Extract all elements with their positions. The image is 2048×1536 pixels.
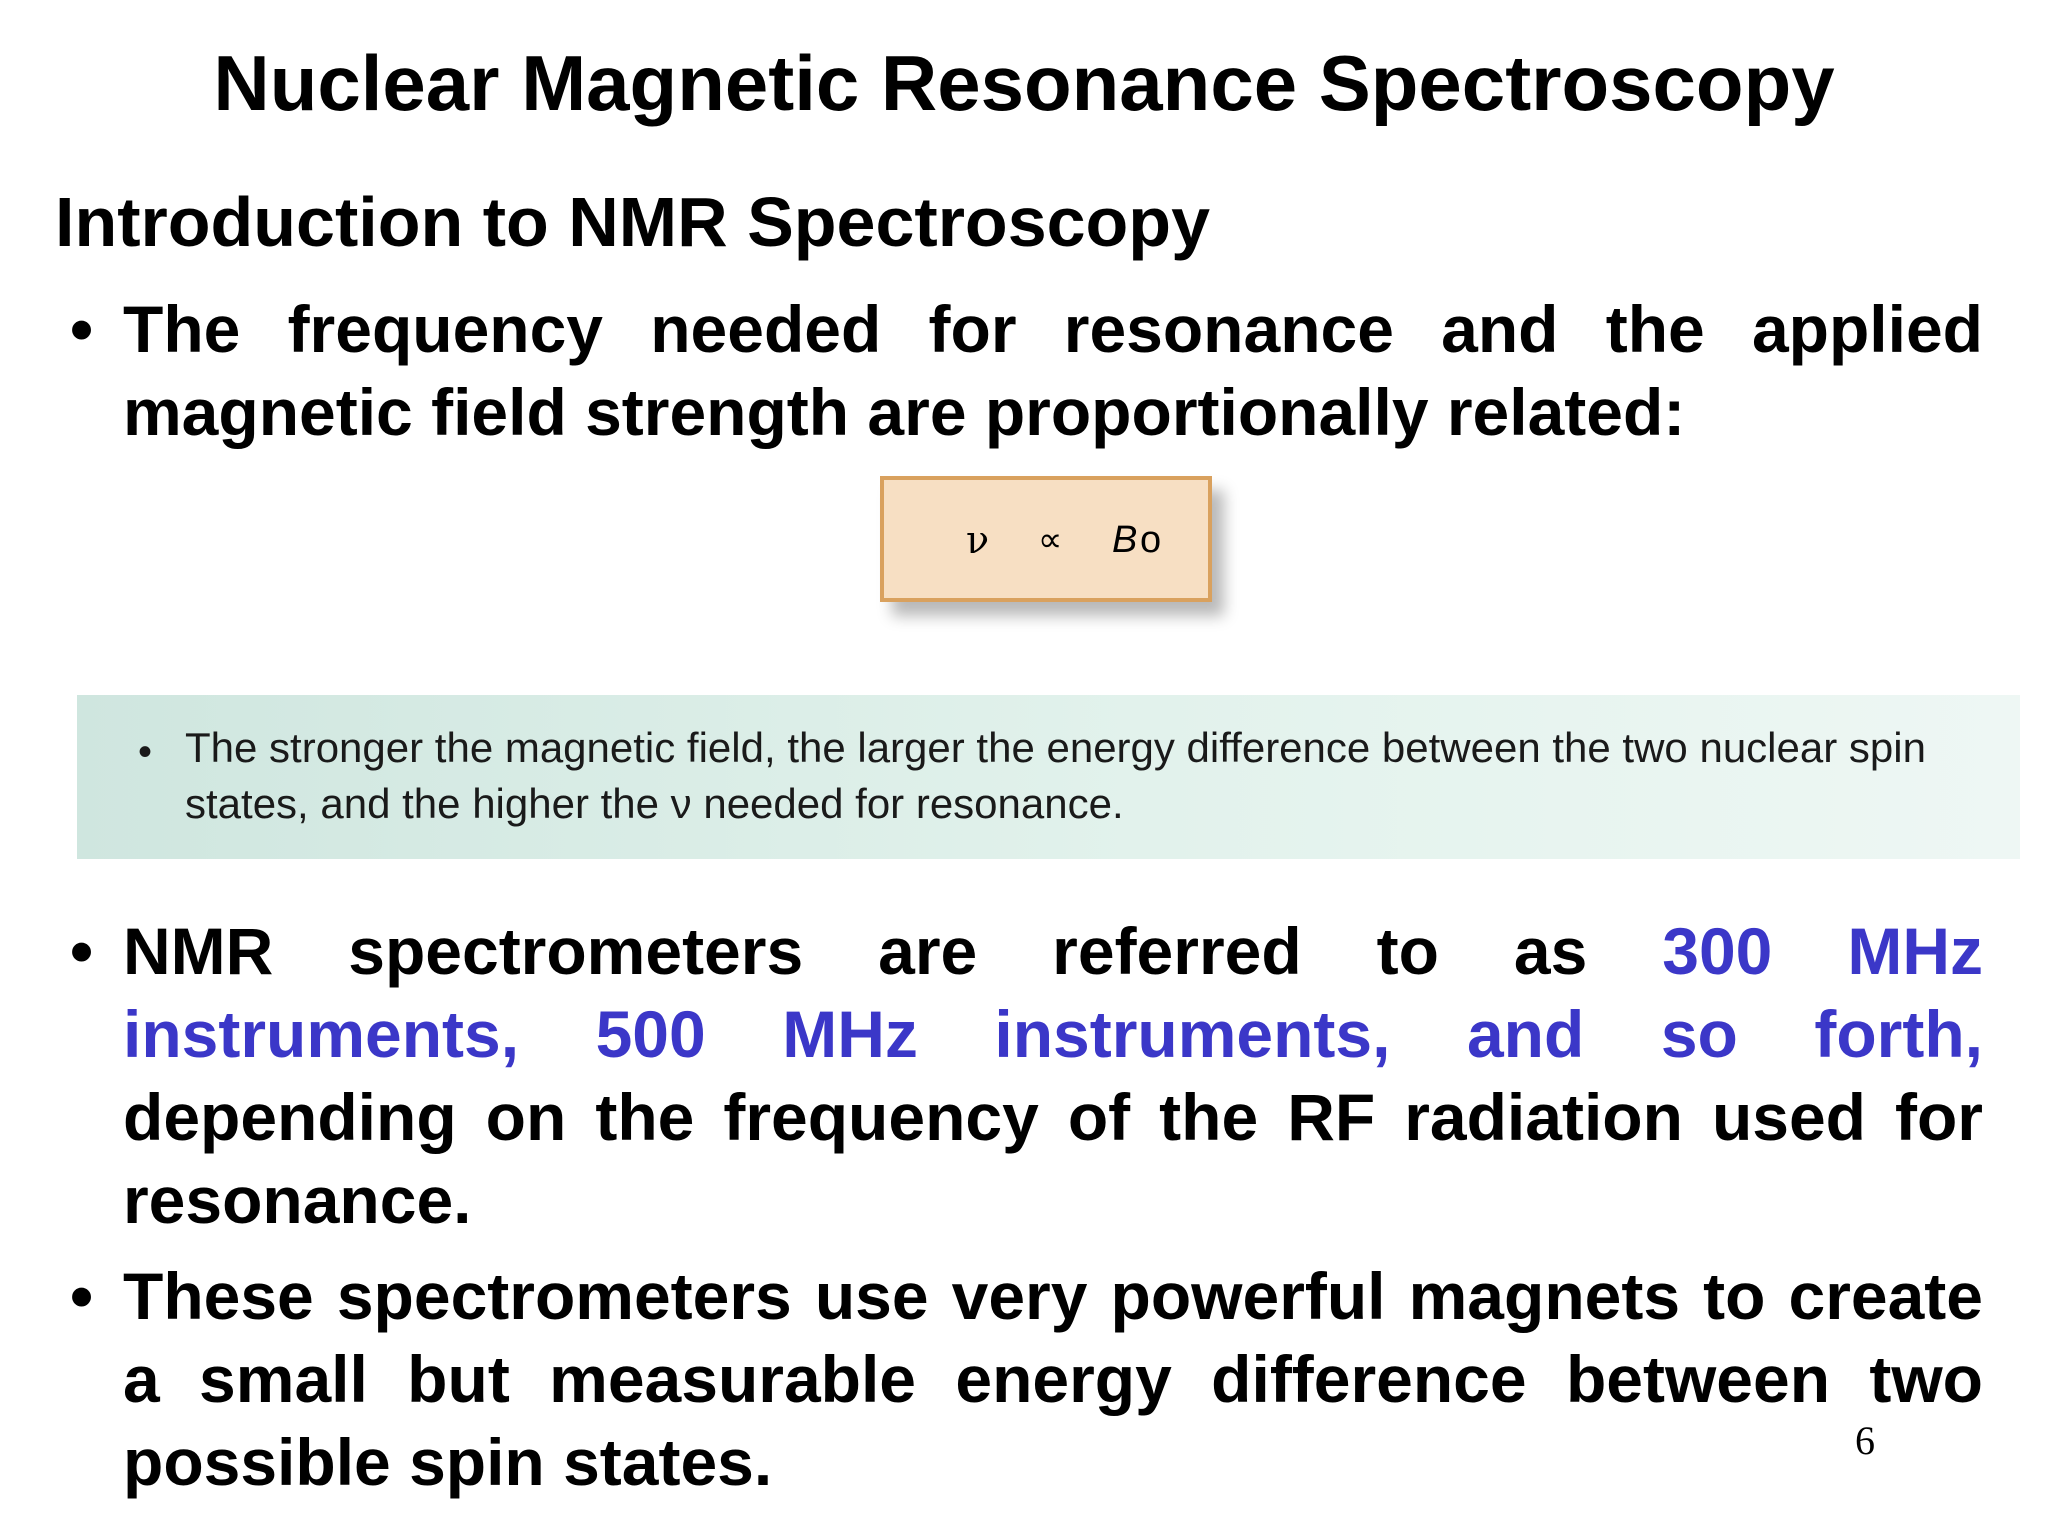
formula-frequency-symbol: ν bbox=[966, 518, 990, 562]
formula-field-symbol: B bbox=[1112, 519, 1138, 561]
bullet-powerful-magnets: These spectrometers use very powerful magnets to create a small but measurable energy difference between two possible spin states. bbox=[123, 1259, 1983, 1499]
bullet-text-before: NMR spectrometers are referred to as bbox=[123, 914, 1663, 988]
slide-title: Nuclear Magnetic Resonance Spectroscopy bbox=[213, 39, 1835, 127]
page-number: 6 bbox=[1855, 1418, 1875, 1463]
bullet-marker: • bbox=[70, 292, 94, 366]
bullet-marker: • bbox=[70, 1259, 94, 1333]
formula-box bbox=[880, 476, 1212, 602]
note-text: The stronger the magnetic field, the larger the energy difference between the two nuclear spin states, and the higher the ν needed for resonance. bbox=[185, 724, 1926, 827]
bullet-text-after: depending on the frequency of the RF radiation used for resonance. bbox=[123, 1080, 1983, 1237]
section-heading: Introduction to NMR Spectroscopy bbox=[55, 183, 1210, 261]
bullet-marker: • bbox=[70, 914, 94, 988]
formula-field-subscript: o bbox=[1140, 519, 1162, 561]
note-bullet-marker: • bbox=[138, 730, 153, 774]
formula-proportional-symbol: ∝ bbox=[1038, 521, 1063, 559]
bullet-proportional-relation: The frequency needed for resonance and the applied magnetic field strength are proportionally related: bbox=[123, 292, 1983, 449]
bullet-spectrometer-naming bbox=[123, 910, 1983, 1242]
highlighted-instruments-text: 300 MHz instruments, 500 MHz instruments, and so forth, bbox=[123, 914, 1983, 1071]
